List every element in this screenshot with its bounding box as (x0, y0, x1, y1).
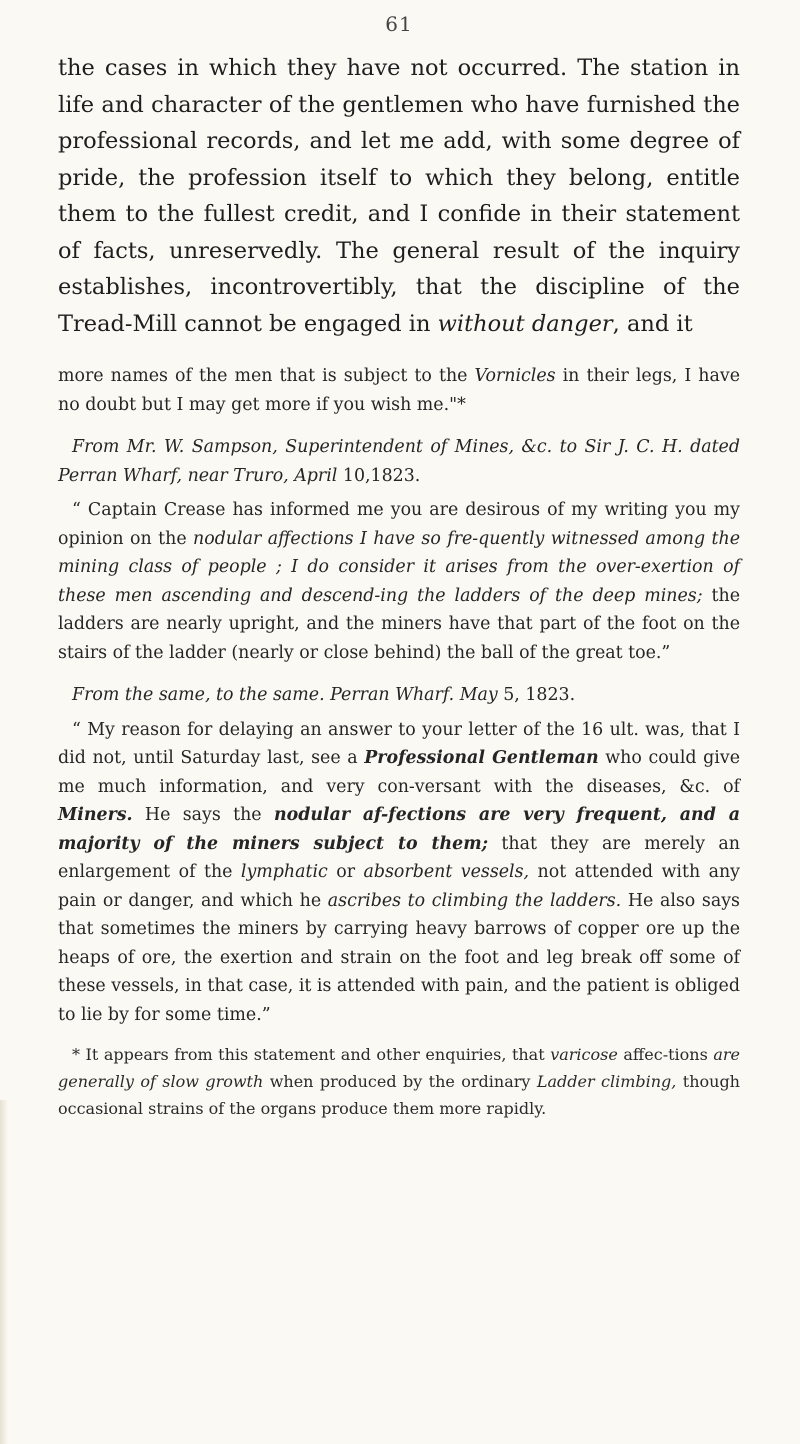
lead-paragraph (58, 50, 740, 342)
text-run: that they are merely an enlargement of the (58, 833, 740, 882)
text-run: affec-tions (617, 1045, 714, 1064)
emphasis-run: Professional Gentleman (364, 748, 599, 768)
text-run: the ladders are nearly upright, and the miners have that part of the foot on the stairs of the ladder (nearly or close behind) the ball of the great toe.” (58, 585, 740, 663)
text-run: though occasional strains of the organs produce them more rapidly. (58, 1072, 740, 1118)
letter-heading-2 (58, 681, 740, 710)
heading-date: 10,1823. (337, 465, 421, 486)
text-run: when produced by the ordinary (263, 1072, 537, 1091)
emphasis-run: nodular affections I have so fre-quently witnessed among the mining class of people ; I do consider it arises from the over-exertion of these men ascending and descend-ing the ladders of the deep mines; (58, 528, 740, 606)
letter-body-2 (58, 716, 740, 1030)
emphasis-run: Miners. (58, 805, 133, 825)
letter-body-1 (58, 496, 740, 667)
emphasis-run: are generally of slow growth (58, 1045, 741, 1091)
emphasis-run: Vornicles (474, 366, 556, 386)
lead-text: the cases in which they have not occurred. The station in life and character of the gentlemen who have furnished the professional records, and let me add, with some degree of pride, the profession itself to which they belong, entitle them to the fullest credit, and I confide in their statement of facts, unreservedly. The general result of the inquiry establishes, incontrovertibly, that the discipline of the Tread-Mill cannot be engaged in (58, 55, 740, 337)
heading-date: 5, 1823. (497, 685, 576, 705)
emphasis-run: absorbent vessels, (363, 862, 530, 882)
text-run: He also says that sometimes the miners by carrying heavy barrows of copper ore up the heaps of ore, the exertion and strain on the foot and leg break off some of these vessels, in that case, it is attended with pain, and the patient is obliged to lie by for some time.” (58, 890, 740, 1025)
text-run: or (327, 862, 364, 882)
heading-italic: From Mr. W. Sampson, Superintendent of Mines, &c. to Sir J. C. H. dated Perran Wharf, near Truro, April (58, 437, 740, 486)
text-run: * It appears from this statement and other enquiries, that (72, 1045, 551, 1064)
emphasis-run: Ladder climbing, (536, 1072, 677, 1091)
text-run: not attended with any pain or danger, and which he (58, 862, 740, 911)
page-edge-shadow (0, 1100, 8, 1444)
page-number: 61 (385, 12, 413, 36)
text-run: who could give me much information, and very con-versant with the diseases, &c. of (58, 748, 740, 797)
text-run: He says the (132, 805, 274, 825)
emphasis-run: ascribes to climbing the ladders. (327, 890, 622, 911)
quote-continuation (58, 362, 740, 419)
lead-tail: , and it (612, 310, 693, 337)
footnote (58, 1041, 740, 1122)
emphasis-run: varicose (550, 1045, 618, 1064)
text-run: “ Captain Crease has informed me you are desirous of my writing you my opinion on the (58, 500, 740, 549)
text-run: in their legs, I have no doubt but I may get more if you wish me."* (58, 366, 740, 415)
text-run: “ My reason for delaying an answer to your letter of the 16 ult. was, that I did not, until Saturday last, see a (58, 719, 740, 768)
lead-emphasis: without danger (437, 310, 613, 337)
emphasis-run: lymphatic (240, 862, 328, 882)
text-run: more names of the men that is subject to the (58, 366, 475, 386)
heading-italic: From the same, to the same. Perran Wharf. May (72, 685, 498, 705)
letter-heading-1 (58, 433, 740, 490)
emphasis-run: nodular af-fections are very frequent, and a majority of the miners subject to them; (58, 805, 741, 854)
